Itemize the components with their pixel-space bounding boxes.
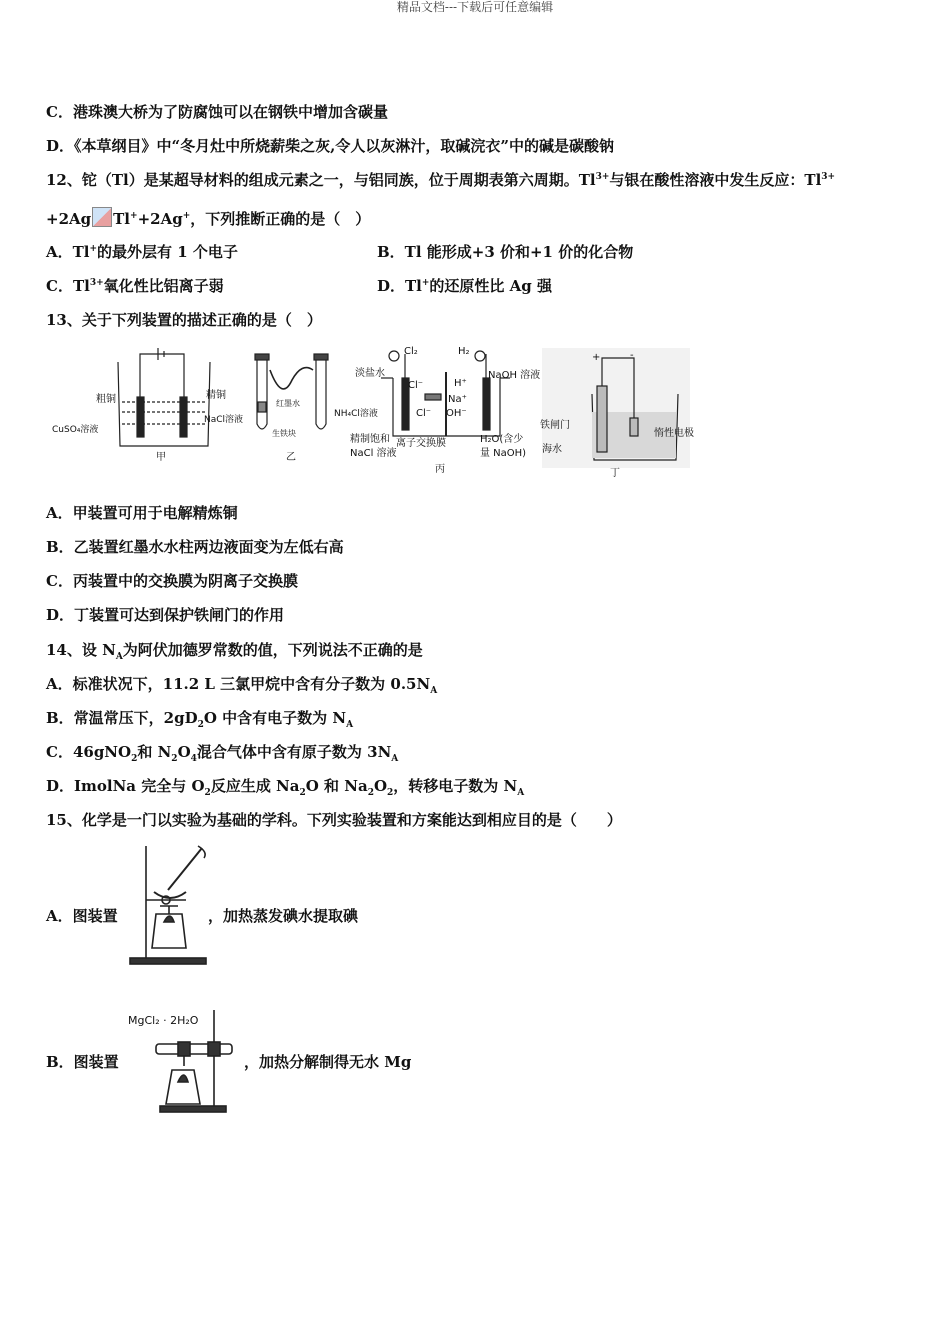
q15-stem: 15、化学是一门以实验为基础的学科。下列实验装置和方案能达到相应目的是（ ） (46, 811, 622, 829)
q15-option-b-label: B．图装置 (46, 1053, 119, 1071)
q13-stem: 13、关于下列装置的描述正确的是（ ） (46, 311, 322, 329)
dehydration-apparatus-figure (124, 1008, 246, 1114)
label-cl-minus: Cl⁻ (408, 380, 424, 391)
broken-image-icon (92, 207, 112, 227)
label-bing: 丙 (435, 464, 445, 475)
q12-option-c: C．$Tl^{3+}$氧化性比铝离子弱 (46, 277, 224, 295)
q14-option-c: C．46gNO$_2$和 $N_2O_4$混合气体中含有原子数为 $3N_A$ (46, 743, 399, 764)
label-na-plus: Na⁺ (448, 394, 467, 405)
label-inert: 惰性电极 (654, 428, 694, 439)
label-gate: 铁闸门 (540, 420, 570, 431)
label-water-2: 量 NaOH) (480, 448, 527, 459)
label-mgcl2: MgCl₂ · 2H₂O (128, 1014, 199, 1027)
q13-option-a: A．甲装置可用于电解精炼铜 (46, 504, 238, 522)
label-plus: + (592, 352, 601, 363)
q14-option-a: A．标准状况下，11.2 L 三氯甲烷中含有分子数为 $0.5N_A$ (46, 675, 438, 696)
label-cl-minus-2: Cl⁻ (416, 408, 432, 419)
label-dilute: 淡盐水 (355, 368, 385, 379)
label-cu-pure: 精铜 (206, 390, 226, 401)
q13-apparatus-figure (48, 342, 698, 480)
q15-option-a-label: A．图装置 (46, 907, 118, 925)
q14-option-d: D．ImolNa 完全与 $O_2$反应生成 $Na_2O$ 和 $Na_2O_2$，转移电子数为 $N_A$ (46, 777, 525, 798)
q12-stem-line1: 12、铊（Tl）是某超导材料的组成元素之一，与铝同族，位于周期表第六周期。$Tl^{3+}$与银在酸性溶液中发生反应：$Tl^{3+}$ (46, 171, 836, 189)
q12-stem-line2: +2Ag Tl++2Ag+，下列推断正确的是（ ） (46, 207, 370, 229)
apparatus-jia (118, 348, 210, 446)
q13-option-c: C．丙装置中的交换膜为阴离子交换膜 (46, 572, 298, 590)
label-seawater: 海水 (542, 444, 562, 455)
q15-option-a-text: ，加热蒸发碘水提取碘 (208, 907, 359, 925)
q11-option-d: D．《本草纲目》中“冬月灶中所烧薪柴之灰,令人以灰淋汁，取碱浣衣”中的碱是碳酸钠 (46, 137, 614, 155)
label-membrane: 离子交换膜 (396, 438, 446, 449)
label-iron: 生铁块 (272, 429, 296, 438)
label-cuso4: CuSO₄溶液 (52, 425, 99, 435)
label-red-ink: 红墨水 (276, 399, 300, 408)
q14-stem: 14、设 $N_A$为阿伏加德罗常数的值，下列说法不正确的是 (46, 641, 423, 662)
evaporation-apparatus-figure (124, 842, 216, 968)
q12-option-b: B．Tl 能形成+3 价和+1 价的化合物 (377, 243, 634, 261)
q11-option-c: C．港珠澳大桥为了防腐蚀可以在钢铁中增加含碳量 (46, 103, 388, 121)
label-yi: 乙 (286, 452, 296, 463)
q12-option-d: D．Tl+的还原性比 Ag 强 (377, 277, 552, 295)
label-oh: OH⁻ (446, 408, 467, 419)
page-header: 精品文档---下载后可任意编辑 (396, 0, 554, 14)
label-h-plus: H⁺ (454, 378, 467, 389)
label-sat-nacl: 精制饱和 (350, 434, 390, 445)
label-minus: - (630, 350, 634, 361)
q14-option-b: B．常温常压下，$2gD_2O$ 中含有电子数为 $N_A$ (46, 709, 354, 730)
label-nacl: NaCl溶液 (204, 415, 244, 425)
label-ding: 丁 (610, 468, 620, 479)
q15-option-b-text: ，加热分解制得无水 Mg (244, 1053, 412, 1071)
label-sat-nacl-2: NaCl 溶液 (350, 448, 397, 459)
apparatus-yi (255, 354, 328, 429)
label-cl2: Cl₂ (404, 346, 418, 357)
q12-option-a: A．Tl+的最外层有 1 个电子 (46, 243, 238, 261)
label-naoh: NaOH 溶液 (488, 370, 541, 381)
apparatus-bing (381, 351, 510, 436)
q13-option-b: B．乙装置红墨水水柱两边液面变为左低右高 (46, 538, 344, 556)
label-h2: H₂ (458, 346, 470, 357)
apparatus-ding (542, 348, 690, 468)
label-cu-rough: 粗铜 (96, 394, 116, 405)
label-nh4cl: NH₄Cl溶液 (334, 409, 378, 419)
q13-option-d: D．丁装置可达到保护铁闸门的作用 (46, 606, 285, 624)
label-jia: 甲 (156, 452, 166, 463)
label-water: H₂O(含少 (480, 434, 524, 445)
